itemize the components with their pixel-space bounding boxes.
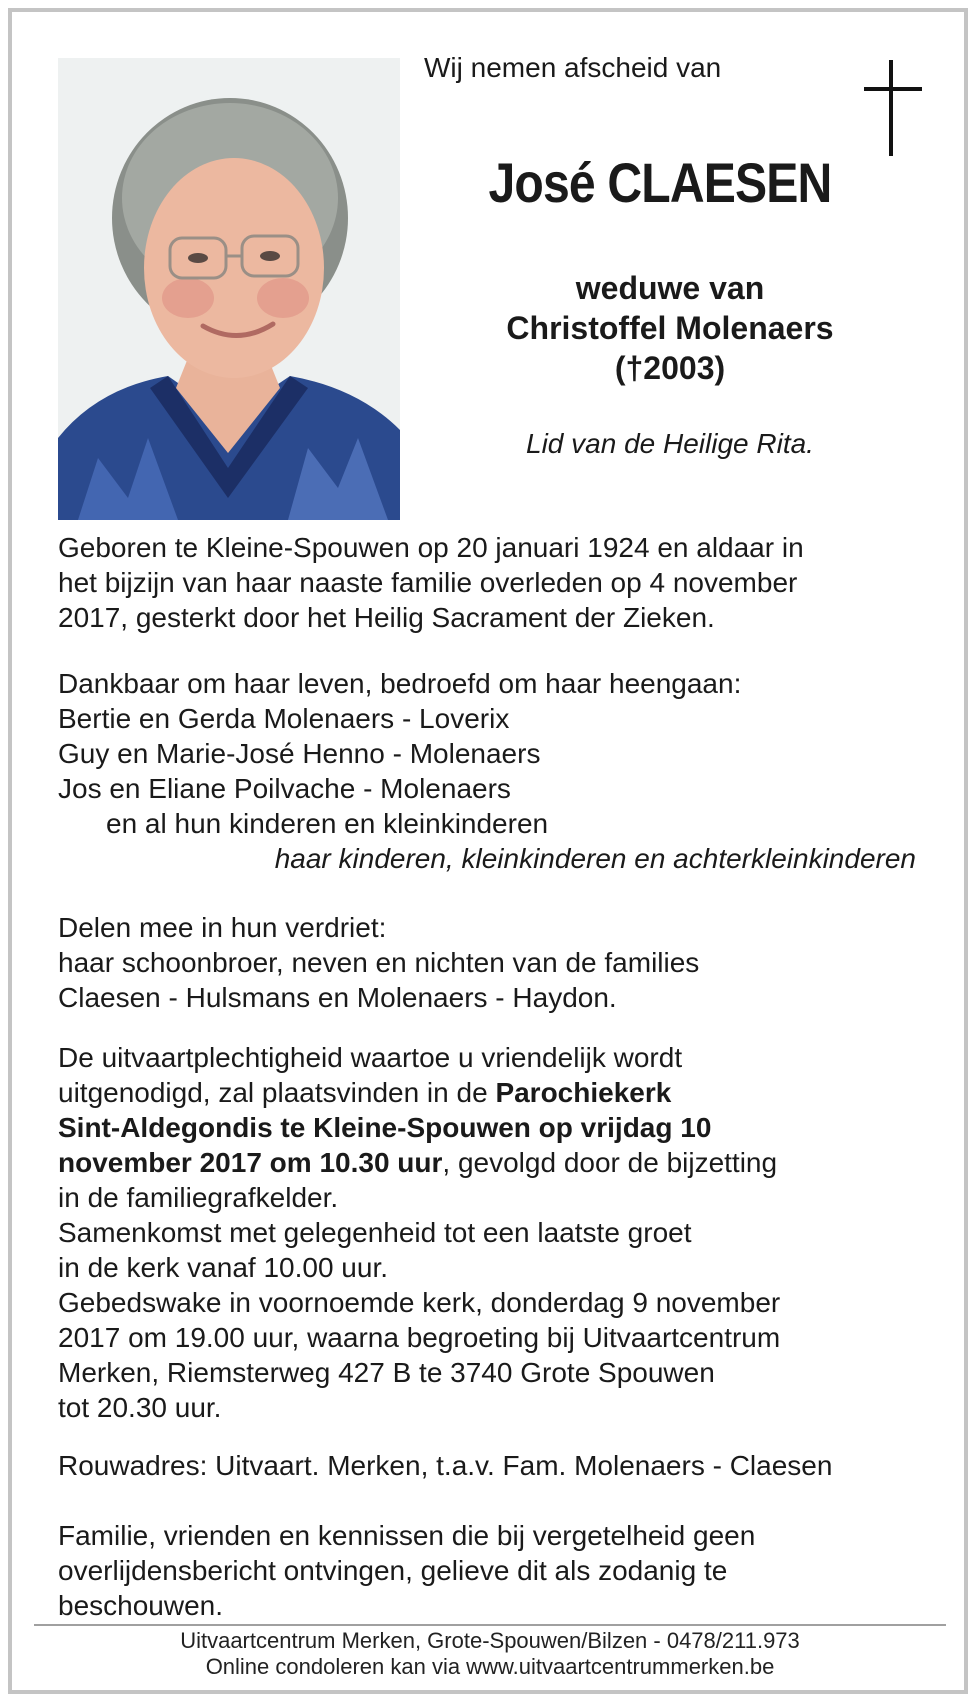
birth-paragraph <box>58 530 804 635</box>
text-line <box>58 1075 780 1110</box>
cross-icon <box>864 60 922 161</box>
text-line <box>58 1110 780 1145</box>
text-line: Familie, vrienden en kennissen die bij vergetelheid geen <box>58 1520 756 1551</box>
notice-paragraph <box>58 1518 755 1623</box>
text-line <box>58 1145 780 1180</box>
membership-text: Lid van de Heilige Rita. <box>526 428 814 459</box>
text-line: overlijdensbericht ontvingen, gelieve dit als zodanig te <box>58 1555 728 1586</box>
funeral-date: november 2017 om 10.30 uur <box>58 1147 443 1178</box>
text-line: Delen mee in hun verdriet: <box>58 912 387 943</box>
family-member: Jos en Eliane Poilvache - Molenaers <box>58 773 511 804</box>
text-line: Dankbaar om haar leven, bedroefd om haar heengaan: <box>58 668 742 699</box>
family-member: Guy en Marie-José Henno - Molenaers <box>58 738 541 769</box>
text-line: en al hun kinderen en kleinkinderen <box>106 808 549 839</box>
text-line: in de kerk vanaf 10.00 uur. <box>58 1252 388 1283</box>
condolence-link: Online condoleren kan via www.uitvaartcentrummerken.be <box>205 1654 775 1679</box>
family-signature: haar kinderen, kleinkinderen en achterkleinkinderen <box>274 843 916 874</box>
text-line: Merken, Riemsterweg 427 B te 3740 Grote Spouwen <box>58 1357 715 1388</box>
text-line: tot 20.30 uur. <box>58 1392 222 1423</box>
text-line: haar schoonbroer, neven en nichten van de families <box>58 947 700 978</box>
spouse-name: Christoffel Molenaers <box>506 310 834 346</box>
text-part: uitgenodigd, zal plaatsvinden in de <box>58 1077 496 1108</box>
text-line: Samenkomst met gelegenheid tot een laatste groet <box>58 1217 692 1248</box>
mourning-address <box>58 1448 832 1483</box>
text-line: beschouwen. <box>58 1590 224 1621</box>
intro-text: Wij nemen afscheid van <box>424 52 722 83</box>
text-part: , gevolgd door de bijzetting <box>442 1147 778 1178</box>
family-member: Bertie en Gerda Molenaers - Loverix <box>58 703 510 734</box>
widow-block <box>400 268 940 388</box>
text-line: Gebedswake in voornoemde kerk, donderdag 9 november <box>58 1287 781 1318</box>
sharing-paragraph <box>58 910 699 1015</box>
text-line: Geboren te Kleine-Spouwen op 20 januari 1924 en aldaar in <box>58 532 804 563</box>
deceased-name: José CLAESEN <box>488 151 832 214</box>
funeral-home-info: Uitvaartcentrum Merken, Grote-Spouwen/Bilzen - 0478/211.973 <box>180 1628 800 1653</box>
text-line: Claesen - Hulsmans en Molenaers - Haydon. <box>58 982 617 1013</box>
family-paragraph <box>58 666 916 876</box>
text-line: het bijzijn van haar naaste familie overleden op 4 november <box>58 567 798 598</box>
portrait-photo <box>58 58 400 520</box>
widow-line: weduwe van <box>575 270 765 306</box>
footer-divider <box>34 1624 946 1626</box>
spouse-death-year: (†2003) <box>614 350 726 386</box>
funeral-paragraph <box>58 1040 780 1425</box>
text-line: De uitvaartplechtigheid waartoe u vriendelijk wordt <box>58 1042 683 1073</box>
text-line: in de familiegrafkelder. <box>58 1182 339 1213</box>
church-location: Sint-Aldegondis te Kleine-Spouwen op vrijdag 10 <box>58 1112 712 1143</box>
church-name: Parochiekerk <box>495 1077 672 1108</box>
text-line: Rouwadres: Uitvaart. Merken, t.a.v. Fam. Molenaers - Claesen <box>58 1450 833 1481</box>
text-line: 2017 om 19.00 uur, waarna begroeting bij Uitvaartcentrum <box>58 1322 781 1353</box>
text-line: 2017, gesterkt door het Heilig Sacrament der Zieken. <box>58 602 715 633</box>
